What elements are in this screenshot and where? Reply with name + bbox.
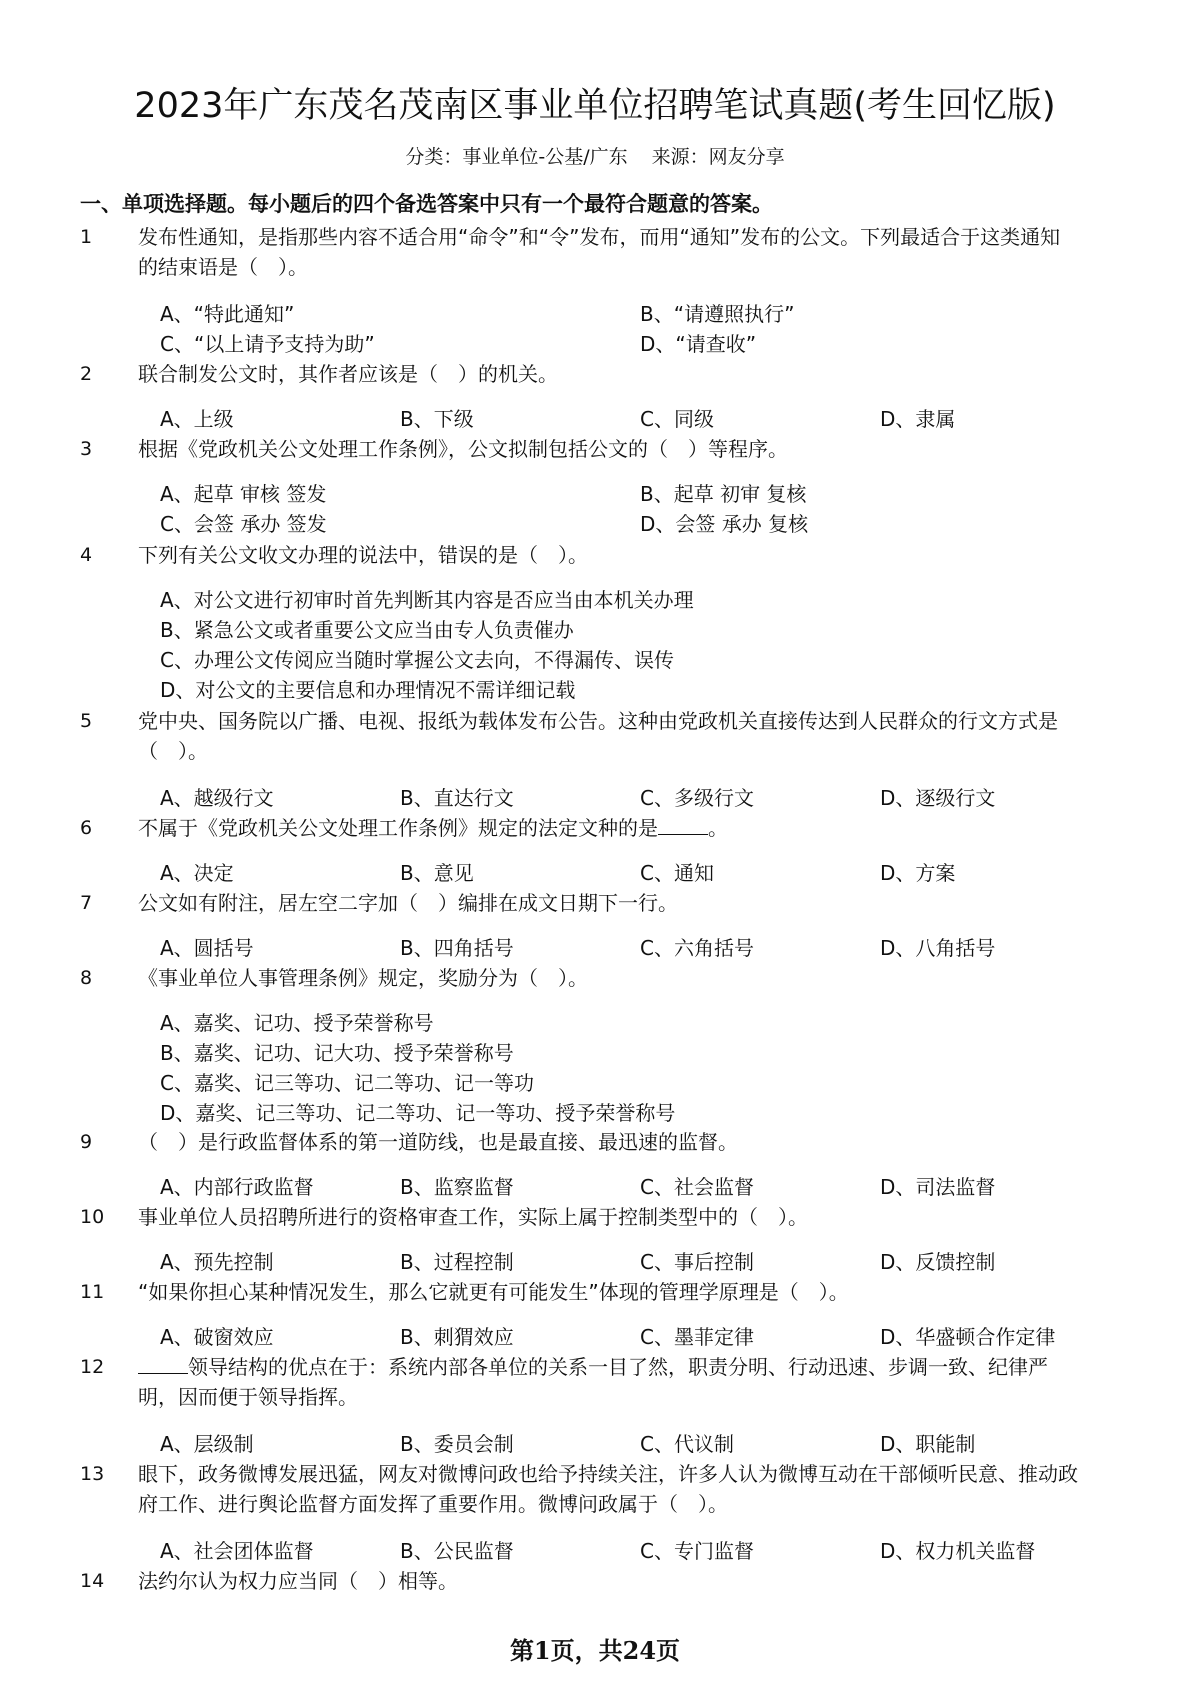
question-text-after: 。 <box>708 816 728 840</box>
question-number: 8 <box>80 967 93 989</box>
page-title: 2023年广东茂名茂南区事业单位招聘笔试真题(考生回忆版) <box>134 86 1056 126</box>
option-d: D、隶属 <box>880 407 956 431</box>
question-text: （ ）是行政监督体系的第一道防线，也是最直接、最迅速的监督。 <box>138 1130 738 1154</box>
option-c: C、多级行文 <box>640 786 754 810</box>
option-c: C、代议制 <box>640 1432 734 1456</box>
option-a: A、破窗效应 <box>160 1325 274 1349</box>
option-d: D、对公文的主要信息和办理情况不需详细记载 <box>160 678 576 702</box>
option-a: A、预先控制 <box>160 1250 274 1274</box>
option-b: B、“请遵照执行” <box>640 302 795 326</box>
answer-blank <box>138 1353 188 1374</box>
source-label: 来源：网友分享 <box>651 146 785 168</box>
option-d: D、“请查收” <box>640 332 757 356</box>
question-text: 下列有关公文收文办理的说法中，错误的是（ ）。 <box>138 543 588 567</box>
question-number: 13 <box>80 1463 105 1485</box>
option-b: B、直达行文 <box>400 786 514 810</box>
option-b: B、公民监督 <box>400 1539 514 1563</box>
option-b: B、嘉奖、记功、记大功、授予荣誉称号 <box>160 1041 514 1065</box>
document-meta <box>0 144 1190 170</box>
option-d: D、八角括号 <box>880 936 996 960</box>
question-text: 法约尔认为权力应当同（ ）相等。 <box>138 1569 458 1593</box>
option-b: B、刺猬效应 <box>400 1325 514 1349</box>
question-text: 公文如有附注，居左空二字加（ ）编排在成文日期下一行。 <box>138 891 678 915</box>
option-b: B、四角括号 <box>400 936 514 960</box>
question-number: 14 <box>80 1570 105 1592</box>
question-text: 联合制发公文时，其作者应该是（ ）的机关。 <box>138 362 558 386</box>
question-text: 根据《党政机关公文处理工作条例》，公文拟制包括公文的（ ）等程序。 <box>138 437 788 461</box>
question-number: 10 <box>80 1206 105 1228</box>
question-number: 9 <box>80 1131 93 1153</box>
option-d: D、会签 承办 复核 <box>640 512 809 536</box>
section-heading: 一、单项选择题。每小题后的四个备选答案中只有一个最符合题意的答案。 <box>80 192 773 216</box>
question-text-before: 不属于《党政机关公文处理工作条例》规定的法定文种的是 <box>138 816 658 840</box>
option-c: C、嘉奖、记三等功、记二等功、记一等功 <box>160 1071 534 1095</box>
option-d: D、职能制 <box>880 1432 976 1456</box>
option-d: D、方案 <box>880 861 956 885</box>
option-c: C、“以上请予支持为助” <box>160 332 375 356</box>
option-d: D、嘉奖、记三等功、记二等功、记一等功、授予荣誉称号 <box>160 1101 676 1125</box>
option-c: C、社会监督 <box>640 1175 754 1199</box>
option-a: A、层级制 <box>160 1432 254 1456</box>
option-a: A、圆括号 <box>160 936 254 960</box>
option-d: D、权力机关监督 <box>880 1539 1036 1563</box>
question-text <box>138 1352 1078 1412</box>
option-b: B、下级 <box>400 407 474 431</box>
option-a: A、内部行政监督 <box>160 1175 314 1199</box>
option-c: C、会签 承办 签发 <box>160 512 327 536</box>
question-text-after: 领导结构的优点在于：系统内部各单位的关系一目了然，职责分明、行动迅速、步调一致、纪律严明，因而便于领导指挥。 <box>138 1355 1048 1409</box>
option-d: D、华盛顿合作定律 <box>880 1325 1056 1349</box>
option-c: C、六角括号 <box>640 936 754 960</box>
option-d: D、逐级行文 <box>880 786 996 810</box>
option-b: B、过程控制 <box>400 1250 514 1274</box>
question-text: 事业单位人员招聘所进行的资格审查工作，实际上属于控制类型中的（ ）。 <box>138 1205 808 1229</box>
question-number: 4 <box>80 544 93 566</box>
option-d: D、司法监督 <box>880 1175 996 1199</box>
option-b: B、起草 初审 复核 <box>640 482 807 506</box>
option-a: A、起草 审核 签发 <box>160 482 327 506</box>
question-number: 7 <box>80 892 93 914</box>
option-c: C、事后控制 <box>640 1250 754 1274</box>
category-label: 分类：事业单位-公基/广东 <box>405 146 628 168</box>
option-c: C、同级 <box>640 407 714 431</box>
question-text: 发布性通知，是指那些内容不适合用“命令”和“令”发布，而用“通知”发布的公文。下列最适合于这类通知的结束语是（ ）。 <box>138 225 1061 279</box>
answer-blank <box>658 814 708 835</box>
question-text: 眼下，政务微博发展迅猛，网友对微博问政也给予持续关注，许多人认为微博互动在干部倾听民意、推动政府工作、进行舆论监督方面发挥了重要作用。微博问政属于（ ）。 <box>138 1462 1078 1516</box>
option-a: A、对公文进行初审时首先判断其内容是否应当由本机关办理 <box>160 588 694 612</box>
question-number: 6 <box>80 817 93 839</box>
option-b: B、监察监督 <box>400 1175 514 1199</box>
option-a: A、越级行文 <box>160 786 274 810</box>
question-number: 1 <box>80 226 93 248</box>
option-b: B、紧急公文或者重要公文应当由专人负责催办 <box>160 618 574 642</box>
question-text <box>138 813 1078 843</box>
question-number: 12 <box>80 1356 105 1378</box>
option-c: C、墨菲定律 <box>640 1325 754 1349</box>
question-number: 2 <box>80 363 93 385</box>
question-text: 《事业单位人事管理条例》规定，奖励分为（ ）。 <box>138 966 588 990</box>
option-a: A、上级 <box>160 407 234 431</box>
option-c: C、通知 <box>640 861 714 885</box>
question-text: 党中央、国务院以广播、电视、报纸为载体发布公告。这种由党政机关直接传达到人民群众的行文方式是（ ）。 <box>138 709 1058 763</box>
question-number: 3 <box>80 438 93 460</box>
option-a: A、社会团体监督 <box>160 1539 314 1563</box>
page-footer: 第1页，共24页 <box>509 1636 681 1665</box>
question-text: “如果你担心某种情况发生，那么它就更有可能发生”体现的管理学原理是（ ）。 <box>138 1280 849 1304</box>
option-c: C、办理公文传阅应当随时掌握公文去向，不得漏传、误传 <box>160 648 674 672</box>
question-number: 11 <box>80 1281 105 1303</box>
option-a: A、决定 <box>160 861 234 885</box>
option-d: D、反馈控制 <box>880 1250 996 1274</box>
option-a: A、“特此通知” <box>160 302 295 326</box>
question-number: 5 <box>80 710 93 732</box>
option-c: C、专门监督 <box>640 1539 754 1563</box>
option-b: B、意见 <box>400 861 474 885</box>
option-a: A、嘉奖、记功、授予荣誉称号 <box>160 1011 434 1035</box>
option-b: B、委员会制 <box>400 1432 514 1456</box>
